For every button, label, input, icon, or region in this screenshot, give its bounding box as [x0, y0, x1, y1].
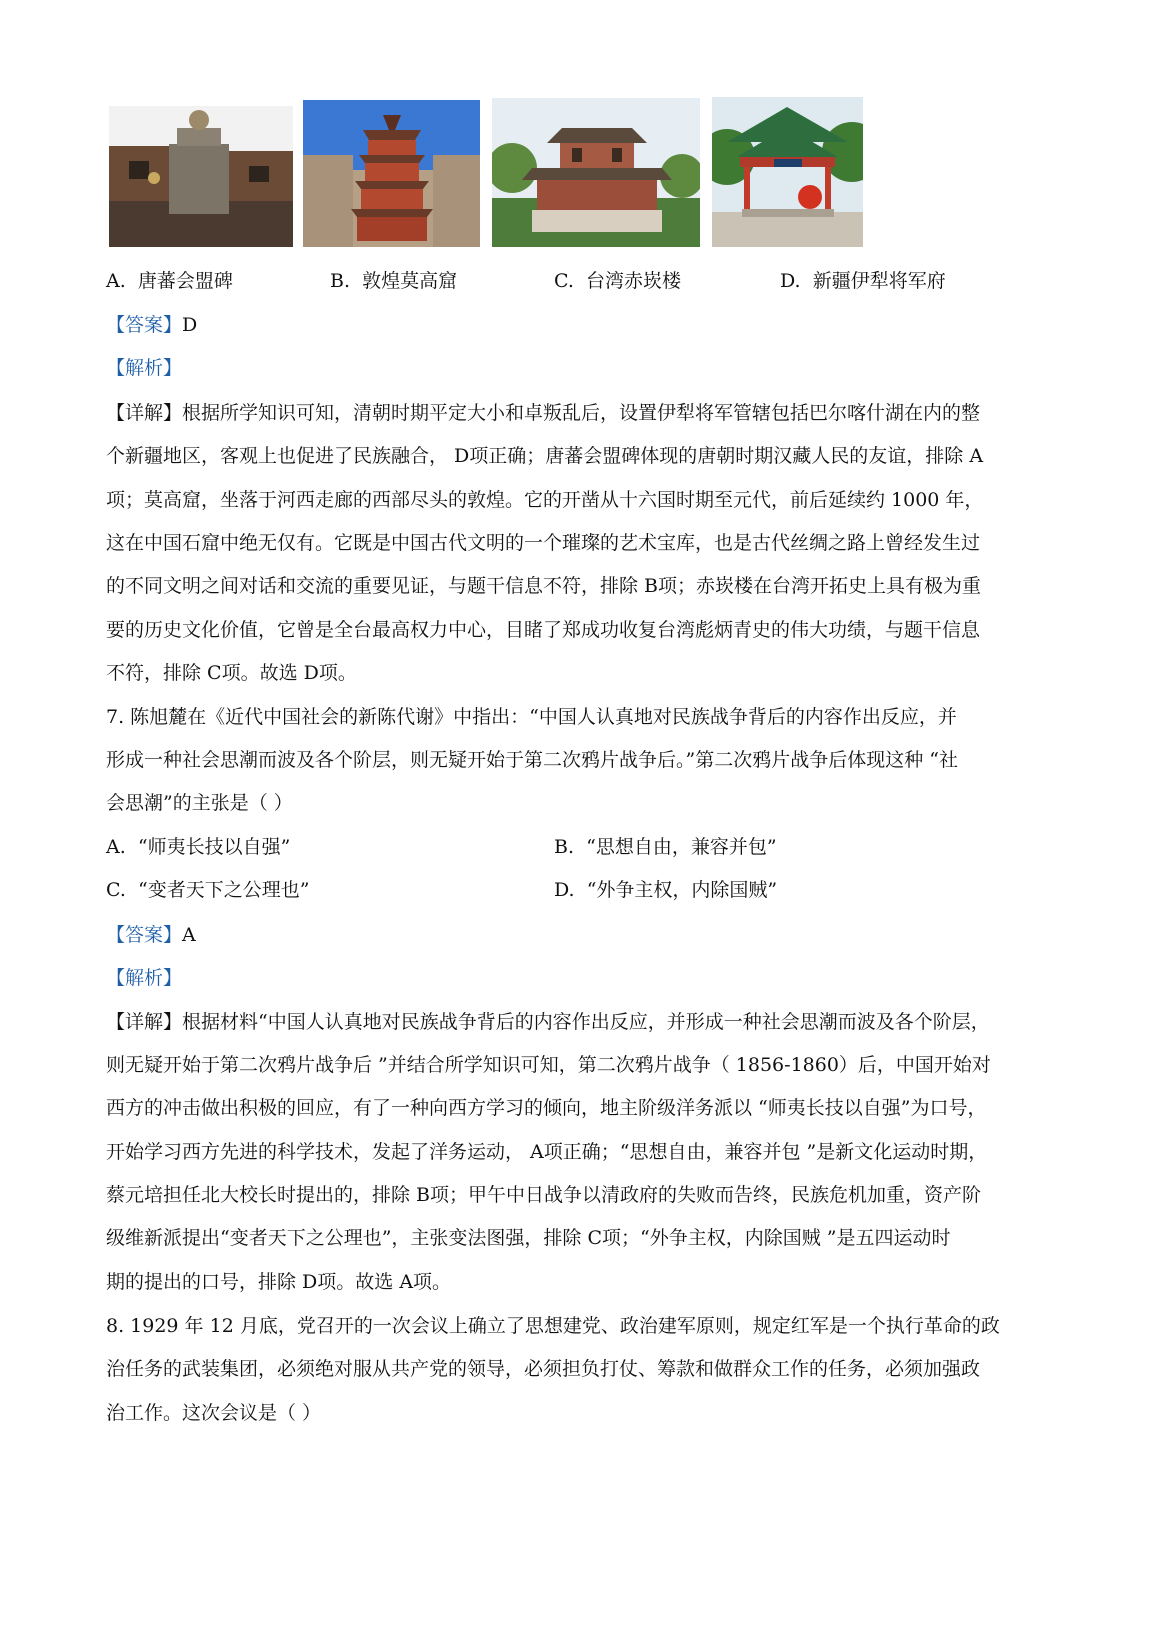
- q7-detail-line-6: 级维新派提出“变者天下之公理也”，主张变法图强，排除 C项；“外争主权，内除国贼 ”是五四运动时: [106, 1227, 951, 1249]
- analysis-label: 【解析】: [106, 357, 183, 379]
- option-label: B.: [554, 836, 575, 858]
- q7-option-b: [554, 834, 777, 860]
- answer-label: 【答案】: [106, 314, 183, 336]
- q7-detail-line-1: 【详解】根据材料“中国人认真地对民族战争背后的内容作出反应，并形成一种社会思潮而波及各个阶层，: [106, 1011, 990, 1033]
- q7-answer: [106, 922, 196, 948]
- q7-detail-line-5: 蔡元培担任北大校长时提出的，排除 B项；甲午中日战争以清政府的失败而告终，民族危机加重，资产阶: [106, 1184, 982, 1206]
- caption-label: B.: [330, 270, 351, 292]
- photo-tang-tibet-stele: [109, 106, 293, 247]
- caption-label: C.: [554, 270, 574, 292]
- q7-option-c: [106, 877, 309, 903]
- caption-text: 新疆伊犁将军府: [812, 270, 946, 292]
- q7-analysis-label: [106, 965, 182, 991]
- caption-text: 台湾赤崁楼: [586, 270, 682, 292]
- photo-mogao-caves: [303, 100, 480, 247]
- q6-detail-line-2: 个新疆地区，客观上也促进了民族融合， D项正确；唐蕃会盟碑体现的唐朝时期汉藏人民的友谊，排除 A: [106, 445, 984, 467]
- option-text: “思想自由，兼容并包”: [586, 836, 777, 858]
- answer-value: A: [182, 924, 196, 946]
- figure-caption-a: [106, 268, 233, 294]
- q7-detail-line-4: 开始学习西方先进的科学技术，发起了洋务运动， A项正确；“思想自由，兼容并包 ”是新文化运动时期，: [106, 1141, 988, 1163]
- answer-label: 【答案】: [106, 924, 183, 946]
- q8-stem-line-1: 8. 1929 年 12 月底，党召开的一次会议上确立了思想建党、政治建军原则，规定红军是一个执行革命的政: [106, 1315, 1000, 1337]
- q7-option-d: [554, 877, 777, 903]
- caption-label: D.: [780, 270, 801, 292]
- figure-caption-b: [330, 268, 457, 294]
- option-label: A.: [106, 836, 126, 858]
- answer-value: D: [182, 314, 198, 336]
- q7-detail-line-3: 西方的冲击做出积极的回应，有了一种向西方学习的倾向，地主阶级洋务派以 “师夷长技以自强”为口号，: [106, 1097, 987, 1119]
- caption-text: 敦煌莫高窟: [362, 270, 458, 292]
- q7-option-a: [106, 834, 290, 860]
- q7-detail-line-2: 则无疑开始于第二次鸦片战争后 ”并结合所学知识可知，第二次鸦片战争（ 1856-1860）后，中国开始对: [106, 1054, 991, 1076]
- caption-label: A.: [106, 270, 126, 292]
- q8-stem-line-3: 治工作。这次会议是（ ）: [106, 1402, 322, 1424]
- option-text: “外争主权，内除国贼”: [586, 879, 778, 901]
- photo-chikan-tower: [492, 98, 700, 247]
- q7-stem-line-1: 7. 陈旭麓在《近代中国社会的新陈代谢》中指出：“中国人认真地对民族战争背后的内容作出反应，并: [106, 706, 957, 728]
- q6-detail-line-6: 要的历史文化价值，它曾是全台最高权力中心，目睹了郑成功收复台湾彪炳青史的伟大功绩，与题干信息: [106, 619, 981, 641]
- q8-stem-line-2: 治任务的武装集团，必须绝对服从共产党的领导，必须担负打仗、筹款和做群众工作的任务，必须加强政: [106, 1358, 981, 1380]
- analysis-label: 【解析】: [106, 967, 183, 989]
- q7-detail-line-7: 期的提出的口号，排除 D项。故选 A项。: [106, 1271, 452, 1293]
- q6-detail-line-4: 这在中国石窟中绝无仅有。它既是中国古代文明的一个璀璨的艺术宝库，也是古代丝绸之路上曾经发生过: [106, 532, 981, 554]
- q7-stem-line-2: 形成一种社会思潮而波及各个阶层，则无疑开始于第二次鸦片战争后。”第二次鸦片战争后体现这种 “社: [106, 749, 958, 771]
- q7-stem-line-3: 会思潮”的主张是（ ）: [106, 792, 293, 814]
- figure-caption-d: [780, 268, 946, 294]
- photo-yili-general-mansion: [712, 97, 863, 247]
- q6-detail-line-1: 【详解】根据所学知识可知，清朝时期平定大小和卓叛乱后，设置伊犁将军管辖包括巴尔喀什湖在内的整: [106, 402, 981, 424]
- q6-detail-line-5: 的不同文明之间对话和交流的重要见证，与题干信息不符，排除 B项；赤崁楼在台湾开拓史上具有极为重: [106, 575, 982, 597]
- option-label: C.: [106, 879, 126, 901]
- option-text: “师夷长技以自强”: [137, 836, 291, 858]
- q6-analysis-label: [106, 355, 182, 381]
- q6-answer: [106, 312, 197, 338]
- q6-detail-line-7: 不符，排除 C项。故选 D项。: [106, 662, 357, 684]
- option-label: D.: [554, 879, 575, 901]
- figure-caption-c: [554, 268, 681, 294]
- q6-detail-line-3: 项；莫高窟，坐落于河西走廊的西部尽头的敦煌。它的开凿从十六国时期至元代，前后延续约 1000 年，: [106, 489, 984, 511]
- option-text: “变者天下之公理也”: [138, 879, 310, 901]
- caption-text: 唐蕃会盟碑: [137, 270, 233, 292]
